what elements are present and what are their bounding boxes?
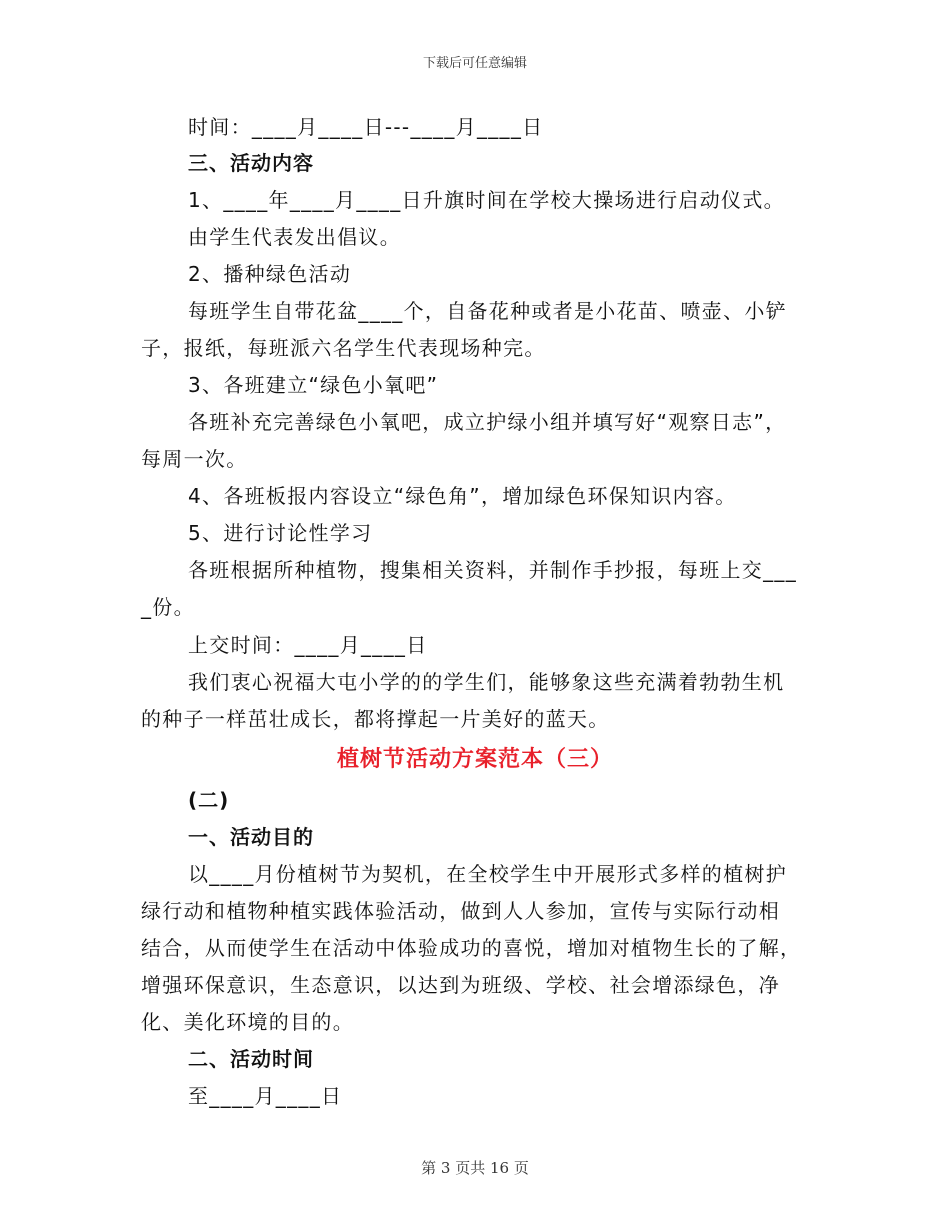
text-line: 至____月____日 bbox=[188, 1084, 343, 1108]
text-line: 上交时间：____月____日 bbox=[188, 633, 428, 657]
section-title: 植树节活动方案范本（三） bbox=[336, 747, 613, 772]
section-heading: 一、活动目的 bbox=[188, 825, 314, 849]
text-line: 4、各班板报内容设立“绿色角”，增加绿色环保知识内容。 bbox=[188, 484, 737, 508]
text-line: 每周一次。 bbox=[141, 447, 248, 471]
page-header: 下载后可任意编辑 bbox=[422, 56, 527, 71]
page-footer: 第 3 页共 16 页 bbox=[421, 1159, 529, 1177]
text-line: 结合，从而使学生在活动中体验成功的喜悦，增加对植物生长的了解， bbox=[141, 936, 802, 960]
text-line: 时间：____月____日---____月____日 bbox=[188, 115, 544, 139]
section-heading: 二、活动时间 bbox=[188, 1047, 314, 1071]
text-line: 的种子一样茁壮成长，都将撑起一片美好的蓝天。 bbox=[141, 707, 610, 731]
text-line: 2、播种绿色活动 bbox=[188, 262, 352, 286]
text-line: 子，报纸，每班派六名学生代表现场种完。 bbox=[141, 336, 546, 360]
text-line: 1、____年____月____日升旗时间在学校大操场进行启动仪式。 bbox=[188, 188, 785, 212]
text-line: 由学生代表发出倡议。 bbox=[188, 225, 401, 249]
text-line: 化、美化环境的目的。 bbox=[141, 1010, 354, 1034]
subsection-label: (二) bbox=[188, 788, 230, 812]
text-line: 5、进行讨论性学习 bbox=[188, 521, 373, 545]
text-line: 每班学生自带花盆____个，自备花种或者是小花苗、喷壶、小铲 bbox=[188, 299, 787, 323]
section-heading: 三、活动内容 bbox=[188, 151, 314, 175]
text-line: 各班根据所种植物，搜集相关资料，并制作手抄报，每班上交___ bbox=[188, 558, 797, 582]
text-line: 我们衷心祝福大屯小学的的学生们，能够象这些充满着勃勃生机 bbox=[188, 670, 785, 694]
text-line: _份。 bbox=[141, 595, 195, 619]
text-line: 以____月份植树节为契机，在全校学生中开展形式多样的植树护 bbox=[188, 862, 787, 886]
text-line: 各班补充完善绿色小氧吧，成立护绿小组并填写好“观察日志”， bbox=[188, 410, 787, 434]
text-line: 增强环保意识，生态意识，以达到为班级、学校、社会增添绿色，净 bbox=[141, 973, 780, 997]
text-line: 绿行动和植物种植实践体验活动，做到人人参加，宣传与实际行动相 bbox=[141, 899, 780, 923]
text-line: 3、各班建立“绿色小氧吧” bbox=[188, 373, 439, 397]
